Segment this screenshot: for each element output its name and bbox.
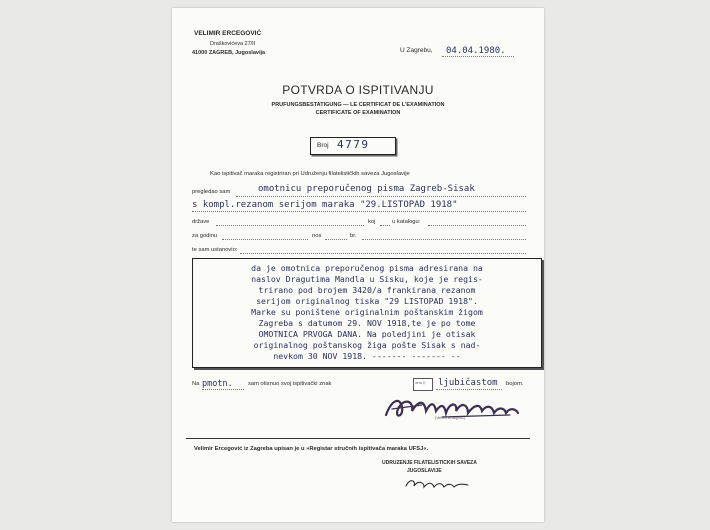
result-line: originalnog poštanskog žiga pošte Sisak s nad- [253, 340, 481, 350]
place-label: U Zagrebu, [400, 47, 433, 54]
pregledao-label: pregledao sam [192, 189, 231, 195]
intro-text: Kao ispitivač maraka registriran pri Udruženju filatelističkih saveza Jugoslavije [210, 171, 410, 177]
footer-divider [186, 438, 530, 439]
date-rule [442, 56, 514, 57]
marking-suffix: bojom. [506, 381, 524, 387]
issuer-name: VELIMIR ERCEGOVIĆ [194, 30, 262, 37]
issuer-street: Draškovićeva 27/II [210, 41, 256, 47]
registry-statement: Velimir Ercegović iz Zagreba upisan je u »Registar stručnih ispitivača maraka UFSJ«. [194, 446, 429, 452]
ustanovio-rule [240, 253, 526, 254]
ink-color-value: ljubičastom [438, 378, 498, 388]
document-subtitle-en: CERTIFICATE OF EXAMINATION [315, 110, 401, 116]
nos-label: nos [312, 233, 322, 239]
godinu-label: za godinu [192, 233, 218, 239]
nos-rule [325, 239, 347, 240]
br-rule [362, 239, 526, 240]
certificate-document [172, 8, 544, 522]
godinu-rule [222, 239, 308, 240]
result-line: Marke su poništene originalnim poštanskim žigom [251, 307, 483, 317]
koj-label: koj [368, 219, 376, 225]
continuation-rule [192, 211, 526, 212]
issue-date: 04.04.1980. [446, 46, 506, 56]
koj-rule [380, 225, 390, 226]
br-label: br. [350, 233, 357, 239]
document-title: POTVRDA O ISPITIVANJU [282, 83, 434, 97]
result-line: da je omotnica preporučenog pisma adresirana na [251, 263, 483, 273]
result-line: OMOTNICA PRVOGA DANA. Na poledjini je otisak [258, 329, 476, 339]
katalog-label: u katalogu: [392, 219, 421, 225]
examiner-stamp-text: 4779 Ⓔ [415, 381, 426, 385]
organization-signature [402, 476, 472, 492]
broj-value: 4779 [337, 138, 370, 151]
result-line: nevkom 30 NOV 1918. ------- ------- -- [273, 351, 461, 361]
examination-result-box [192, 258, 542, 368]
pregledao-value: omotnicu preporučenog pisma Zagreb-Sisak [258, 184, 475, 194]
drzave-label: države [192, 219, 210, 225]
result-line: serijom originalnog tiska "29 LISTOPAD 1918". [256, 296, 478, 306]
katalog-rule [428, 225, 526, 226]
continuation-value: s kompl.rezanom serijom maraka "29.LISTOPAD 1918" [192, 200, 458, 210]
marking-typed-value: pmotn. [202, 379, 233, 389]
result-line: naslov Dragutima Mandla u Sisku, koje je regis- [251, 274, 483, 284]
ink-rule [436, 389, 502, 390]
result-line: trirano pod brojem 3420/a frankirana rezanom [258, 285, 476, 295]
ustanovio-label: te sam ustanovio: [192, 247, 238, 253]
organization-country: JUGOSLAVIJE [407, 468, 442, 474]
marking-prefix: Na [192, 381, 200, 387]
document-subtitle-de-fr: PRUFUNGSBESTATIGUNG — LE CERTIFICAT DE L'EXAMINATION [271, 102, 445, 108]
result-line: Zagreba s datumom 29. NOV 1918,te je po tome [258, 318, 476, 328]
broj-label: Broj [317, 142, 329, 149]
marking-mid-text: sam otisnuo svoj ispitivački znak [248, 381, 332, 387]
issuer-city: 41000 ZAGREB, Jugoslavija [192, 50, 266, 56]
pregledao-rule [236, 196, 526, 197]
organization-name: UDRUZENJE FILATELISTICKIH SAVEZA [382, 460, 477, 466]
signature-printed-name: (Velimir Ercegović) [435, 416, 465, 420]
drzave-rule [216, 225, 364, 226]
marking-rule [202, 389, 244, 390]
